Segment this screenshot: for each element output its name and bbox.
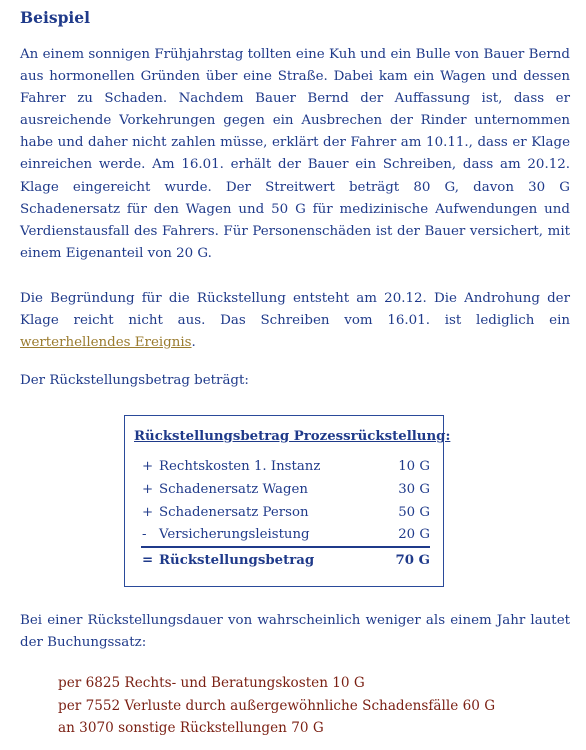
calculation-row	[142, 502, 430, 524]
row-label: Schadenersatz Person	[159, 505, 309, 520]
total-sign: =	[142, 553, 154, 568]
reasoning-paragraph	[20, 288, 570, 354]
row-label: Schadenersatz Wagen	[159, 482, 308, 497]
booking-line: per 6825 Rechts- und Beratungskosten 10 G	[58, 675, 365, 691]
section-heading: Beispiel	[20, 8, 91, 27]
calculation-row	[142, 456, 430, 478]
amount-intro-paragraph: Der Rückstellungsbetrag beträgt:	[20, 373, 249, 388]
reasoning-end: .	[191, 335, 196, 351]
row-amount: 30 G	[398, 482, 430, 497]
row-amount: 20 G	[398, 527, 430, 542]
row-amount: 50 G	[398, 505, 430, 520]
row-sign: -	[142, 527, 147, 542]
calculation-row	[142, 524, 430, 546]
row-amount: 10 G	[398, 459, 430, 474]
total-row	[142, 550, 430, 572]
row-sign: +	[142, 459, 154, 474]
row-label: Versicherungsleistung	[159, 527, 310, 542]
sum-divider	[141, 546, 430, 548]
reasoning-text: Die Begründung für die Rückstellung entsteht am 20.12. Die Androhung der Klage reicht nicht aus. Das Schreiben vom 16.01. ist lediglich ein	[20, 291, 570, 329]
calculation-box	[124, 415, 451, 587]
scenario-paragraph: An einem sonnigen Frühjahrstag tollten eine Kuh und ein Bulle von Bauer Bernd aus hormonellen Gründen über eine Straße. Dabei kam ein Wagen und dessen Fahrer zu Schaden. Nachdem Bauer Bernd der Auffassung ist, dass er ausreichende Vorkehrungen gegen ein Ausbrechen der Rinder unternommen habe und daher nicht zahlen müsse, erklärt der Fahrer am 10.11., dass er Klage einreichen werde. Am 16.01. erhält der Bauer ein Schreiben, dass am 20.12. Klage eingereicht wurde. Der Streitwert beträgt 80 G, davon 30 G Schadenersatz für den Wagen und 50 G für medizinische Aufwendungen und Verdienstausfall des Fahrers. Für Personenschäden ist der Bauer versichert, mit einem Eigenanteil von 20 G.	[20, 47, 570, 261]
booking-line: per 7552 Verluste durch außergewöhnliche Schadensfälle 60 G	[58, 697, 496, 714]
werterhellendes-ereignis-link[interactable]: werterhellendes Ereignis	[20, 335, 192, 351]
booking-line: an 3070 sonstige Rückstellungen 70 G	[58, 720, 324, 736]
booking-intro-paragraph: Bei einer Rückstellungsdauer von wahrscheinlich weniger als einem Jahr lautet der Buchungssatz:	[20, 613, 570, 651]
calculation-title: Rückstellungsbetrag Prozessrückstellung:	[134, 429, 451, 444]
row-sign: +	[142, 505, 154, 520]
calculation-row	[142, 479, 430, 501]
booking-entries	[58, 672, 495, 740]
row-sign: +	[142, 482, 154, 497]
row-label: Rechtskosten 1. Instanz	[159, 459, 321, 474]
total-amount: 70 G	[395, 553, 430, 568]
total-label: Rückstellungsbetrag	[159, 553, 315, 568]
